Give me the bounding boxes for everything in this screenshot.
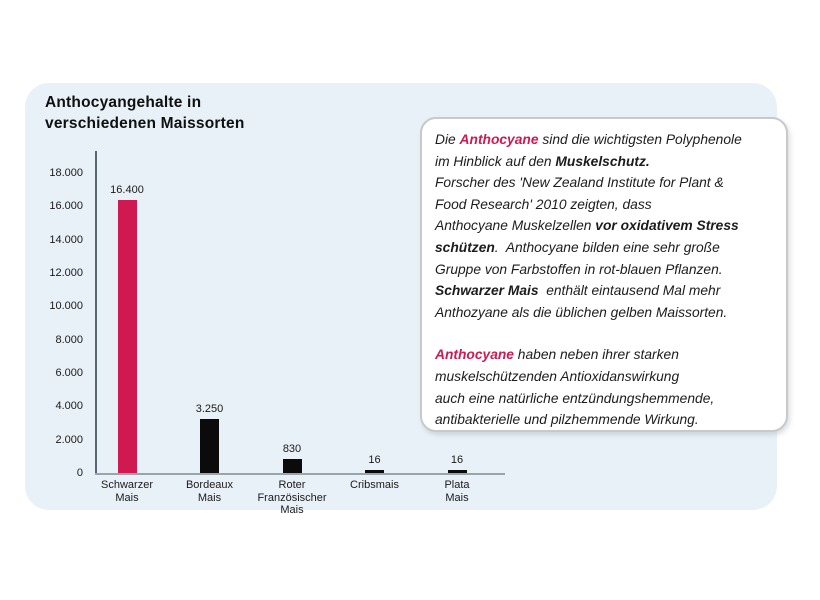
info-line: antibakterielle und pilzhemmende Wirkung. (435, 412, 699, 428)
bar-value-label: 16 (368, 454, 381, 466)
bar-plata-mais (448, 470, 467, 473)
bar-schwarzer-mais (118, 200, 137, 473)
bar-value-label: 16.400 (110, 183, 144, 196)
y-tick-label: 18.000 (49, 167, 83, 179)
info-line: Gruppe von Farbstoffen in rot-blauen Pflanzen. (435, 261, 723, 277)
y-tick-label: 10.000 (49, 300, 83, 313)
y-tick-label: 0 (76, 467, 83, 479)
chart-title-line1: Anthocyangehalte in (45, 94, 202, 111)
bar-cribsmais (365, 470, 384, 473)
category-label: Roter Französischer Mais (257, 479, 327, 516)
y-tick-label: 2.000 (55, 433, 83, 446)
info-line: muskelschützenden Antioxidanswirkung (435, 368, 680, 384)
info-line: Schwarzer Mais enthält eintausend Mal mehr (435, 283, 721, 299)
info-line: auch eine natürliche entzündungshemmende, (435, 390, 715, 406)
info-line: Forscher des 'New Zealand Institute for Plant & (435, 175, 724, 191)
category-label: Cribsmais (350, 479, 399, 491)
info-line: Food Research' 2010 zeigten, dass (435, 196, 652, 212)
info-paragraph (435, 129, 786, 323)
category-label: Plata Mais (444, 479, 470, 504)
y-tick-label: 4.000 (55, 400, 83, 413)
y-tick-label: 6.000 (55, 367, 83, 379)
chart-title-line2: verschiedenen Maissorten (45, 115, 245, 132)
bar-value-label: 830 (282, 443, 302, 456)
bar-value-label: 16 (450, 454, 464, 466)
info-box (420, 117, 788, 432)
category-label: Schwarzer Mais (101, 479, 153, 504)
info-line: Anthozyane als die üblichen gelben Maissorten. (435, 304, 728, 320)
y-tick-label: 16.000 (49, 200, 83, 213)
bar-value-label: 3.250 (195, 402, 224, 415)
y-tick-label: 8.000 (55, 333, 83, 346)
y-axis-line (95, 151, 97, 475)
info-line: Anthocyane Muskelzellen vor oxidativem Stress (435, 218, 739, 234)
y-tick-label: 14.000 (49, 233, 83, 246)
info-paragraph (435, 344, 786, 430)
info-line: schützen. Anthocyane bilden eine sehr große (435, 239, 720, 255)
bar-roter-franz-sischer-mais (283, 459, 302, 473)
category-label: Bordeaux Mais (185, 479, 234, 504)
x-axis-line (95, 473, 505, 475)
bar-bordeaux-mais (200, 419, 219, 473)
y-tick-label: 12.000 (49, 267, 83, 279)
info-line: Anthocyane haben neben ihrer starken (435, 347, 679, 363)
info-line: Die Anthocyane sind die wichtigsten Polyphenole (435, 132, 742, 147)
info-line: im Hinblick auf den Muskelschutz. (435, 153, 650, 169)
